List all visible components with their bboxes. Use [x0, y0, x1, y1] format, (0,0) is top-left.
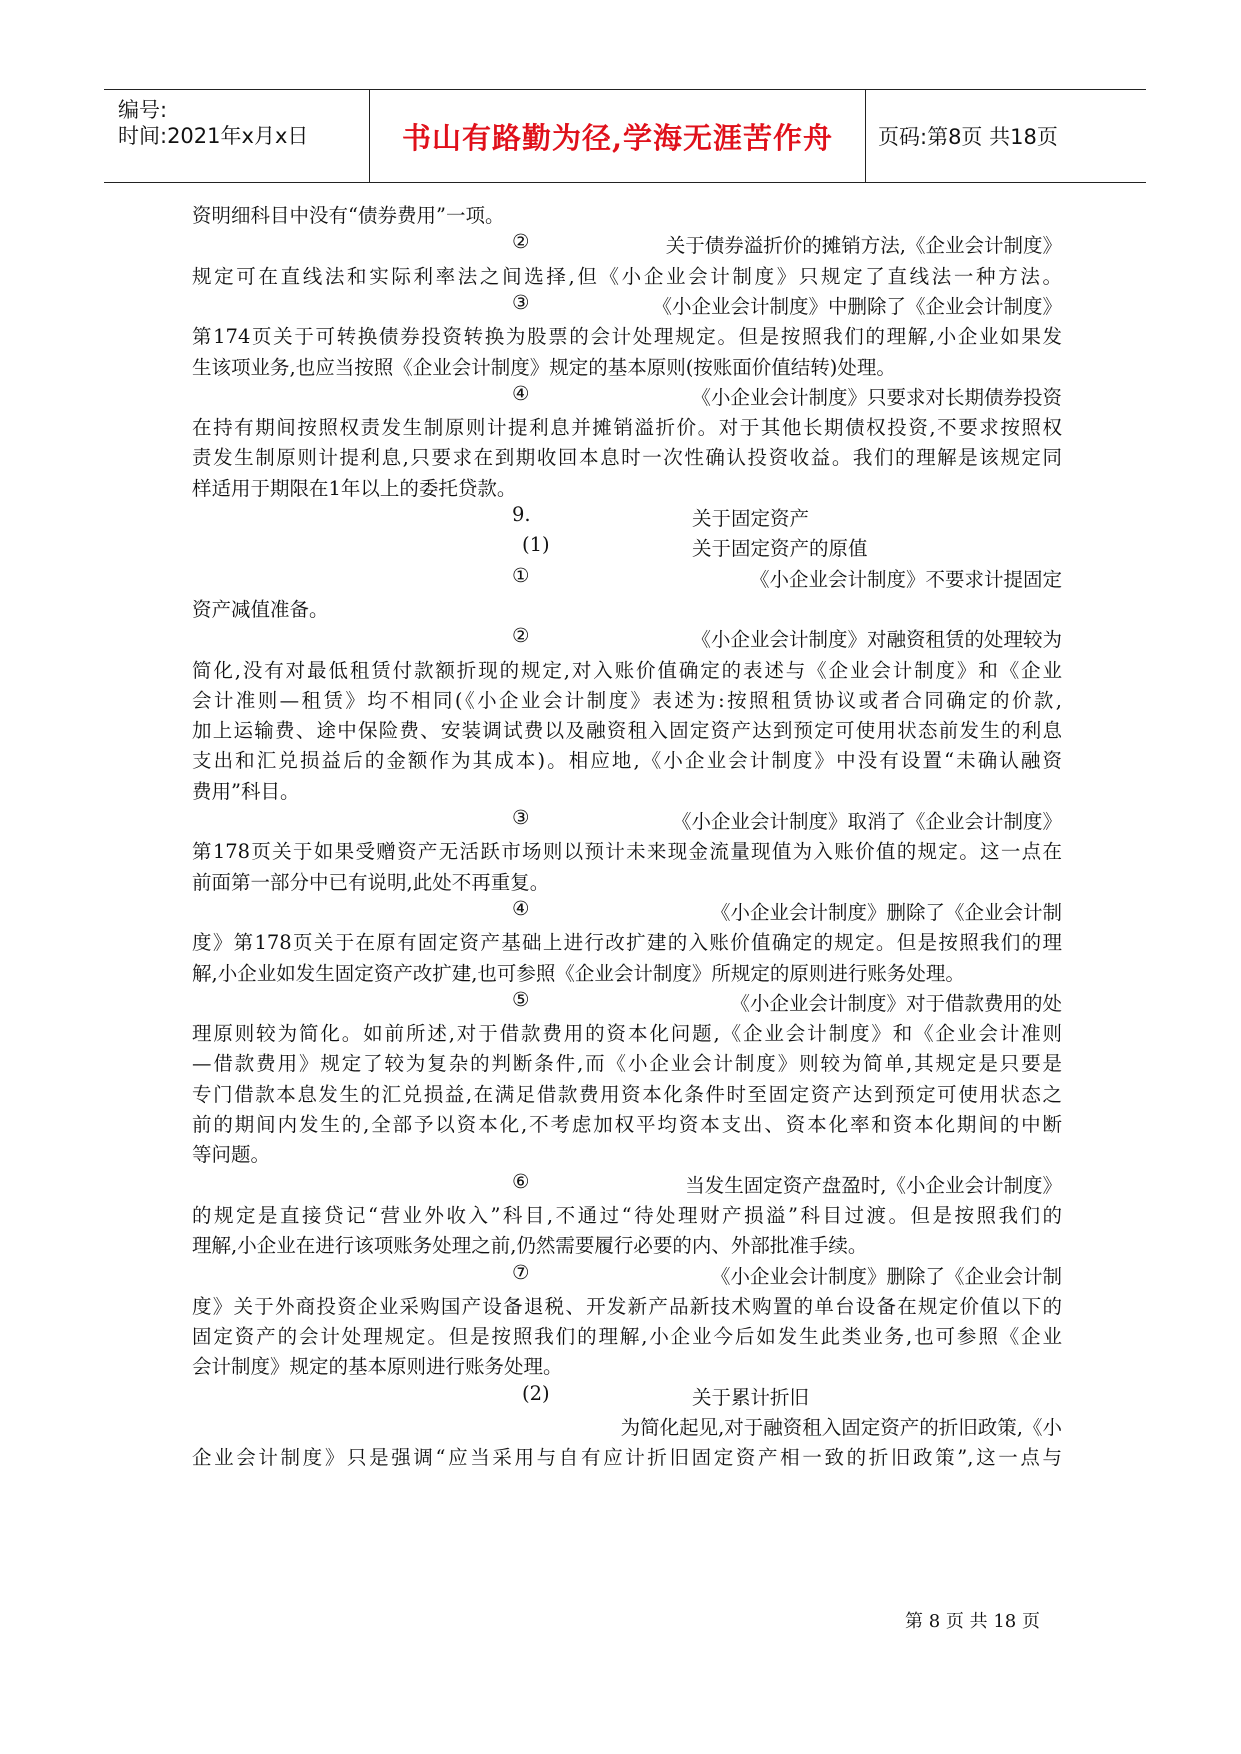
text-line	[192, 352, 1062, 382]
text-line	[192, 836, 1062, 866]
item-text: 关于债券溢折价的摊销方法,《企业会计制度》	[665, 234, 1062, 258]
line-text: 简化,没有对最低租赁付款额折现的规定,对入账价值确定的表述与《企业会计制度》和《企业	[192, 658, 1062, 682]
line-text: 生该项业务,也应当按照《企业会计制度》规定的基本原则(按账面价值结转)处理。	[192, 355, 896, 379]
line-text: 资产减值准备。	[192, 597, 329, 621]
item-marker: ⑦	[512, 1260, 530, 1284]
text-line	[192, 1170, 1062, 1200]
line-text: 的规定是直接贷记“营业外收入”科目,不通过“待处理财产损溢”科目过渡。但是按照我们的	[192, 1203, 1062, 1227]
text-line	[192, 806, 1062, 836]
item-text: 《小企业会计制度》删除了《企业会计制	[710, 1264, 1062, 1288]
text-line	[192, 958, 1062, 988]
line-text: 样适用于期限在1年以上的委托贷款。	[192, 476, 517, 500]
text-line	[192, 200, 1062, 230]
line-text: 会计准则—租赁》均不相同(《小企业会计制度》表述为:按照租赁协议或者合同确定的价款,	[192, 688, 1062, 712]
line-text: 规定可在直线法和实际利率法之间选择,但《小企业会计制度》只规定了直线法一种方法。	[192, 264, 1062, 288]
text-line	[192, 533, 1062, 563]
line-text: 费用”科目。	[192, 779, 300, 803]
item-marker: ⑥	[512, 1169, 530, 1193]
item-text: 为简化起见,对于融资租入固定资产的折旧政策,《小	[620, 1416, 1062, 1439]
text-line	[192, 1382, 1062, 1412]
text-line	[192, 745, 1062, 775]
text-line	[192, 655, 1062, 685]
item-marker: ②	[512, 624, 530, 648]
text-line	[192, 988, 1062, 1018]
text-line	[192, 1079, 1062, 1109]
text-line	[192, 1321, 1062, 1351]
item-text: 《小企业会计制度》不要求计提固定	[749, 567, 1062, 591]
heading-number: 9.	[512, 503, 531, 526]
text-line	[192, 1230, 1062, 1260]
text-line	[192, 230, 1062, 260]
item-text: 《小企业会计制度》对融资租赁的处理较为	[691, 628, 1062, 652]
line-text: 加上运输费、途中保险费、安装调试费以及融资租入固定资产达到预定可使用状态前发生的利息	[192, 719, 1062, 743]
item-text: 《小企业会计制度》对于借款费用的处	[730, 991, 1062, 1015]
header-info-cell	[104, 90, 370, 182]
text-line	[192, 564, 1062, 594]
page-header	[104, 89, 1146, 183]
text-line	[192, 1412, 1062, 1442]
line-text: 前面第一部分中已有说明,此处不再重复。	[192, 870, 550, 894]
line-text: 支出和汇兑损益后的金额作为其成本)。相应地,《小企业会计制度》中没有设置“未确认融资	[192, 749, 1062, 773]
text-line	[192, 261, 1062, 291]
line-text: 度》关于外商投资企业采购国产设备退税、开发新产品新技术购置的单台设备在规定价值以下的	[192, 1294, 1062, 1318]
line-text: 第178页关于如果受赠资产无活跃市场则以预计未来现金流量现值为入账价值的规定。这一点在	[192, 840, 1062, 864]
text-line	[192, 624, 1062, 654]
heading-number: (1)	[522, 533, 550, 557]
text-line	[192, 1200, 1062, 1230]
item-marker: ⑤	[512, 987, 530, 1011]
line-text: 专门借款本息发生的汇兑损益,在满足借款费用资本化条件时至固定资产达到预定可使用状态之	[192, 1082, 1062, 1106]
line-text: 资明细科目中没有“债券费用”一项。	[192, 204, 505, 227]
heading-text: 关于固定资产	[692, 507, 810, 530]
line-text: 等问题。	[192, 1143, 271, 1167]
text-line	[192, 473, 1062, 503]
heading-number: (2)	[522, 1381, 550, 1405]
text-line	[192, 503, 1062, 533]
text-line	[192, 412, 1062, 442]
text-line	[192, 1261, 1062, 1291]
time-label: 时间:2021年x月x日	[118, 124, 309, 148]
item-marker: ④	[512, 896, 530, 920]
serial-label: 编号:	[118, 98, 168, 122]
text-line	[192, 1018, 1062, 1048]
item-marker: ②	[512, 230, 530, 254]
line-text: 责发生制原则计提利息,只要求在到期收回本息时一次性确认投资收益。我们的理解是该规定同	[192, 446, 1062, 470]
item-text: 《小企业会计制度》中删除了《企业会计制度》	[652, 294, 1062, 318]
text-line	[192, 1291, 1062, 1321]
text-line	[192, 927, 1062, 957]
heading-text: 关于累计折旧	[692, 1385, 810, 1409]
page-footer: 第 8 页 共 18 页	[905, 1611, 1040, 1632]
text-line	[192, 685, 1062, 715]
text-line	[192, 897, 1062, 927]
line-text: 度》第178页关于在原有固定资产基础上进行改扩建的入账价值确定的规定。但是按照我们的理	[192, 931, 1062, 955]
item-text: 《小企业会计制度》只要求对长期债券投资	[691, 385, 1062, 409]
item-text: 当发生固定资产盘盈时,《小企业会计制度》	[685, 1173, 1062, 1197]
item-marker: ③	[512, 290, 530, 314]
item-marker: ④	[512, 381, 530, 405]
text-line	[192, 776, 1062, 806]
item-text: 《小企业会计制度》删除了《企业会计制	[710, 900, 1062, 924]
item-marker: ③	[512, 806, 530, 829]
header-page-cell	[866, 90, 1146, 182]
text-line	[192, 715, 1062, 745]
page-label: 页码:第8页 共18页	[878, 125, 1058, 149]
text-line	[192, 442, 1062, 472]
item-marker: ①	[512, 563, 530, 587]
line-text: 第174页关于可转换债券投资转换为股票的会计处理规定。但是按照我们的理解,小企业如果发	[192, 325, 1062, 349]
text-line	[192, 1109, 1062, 1139]
text-line	[192, 291, 1062, 321]
line-text: 在持有期间按照权责发生制原则计提利息并摊销溢折价。对于其他长期债权投资,不要求按照权	[192, 416, 1062, 440]
text-line	[192, 1351, 1062, 1381]
item-text: 《小企业会计制度》取消了《企业会计制度》	[671, 810, 1062, 833]
motto-text: 书山有路勤为径,学海无涯苦作舟	[401, 120, 834, 155]
text-line	[192, 867, 1062, 897]
text-line	[192, 1139, 1062, 1169]
heading-text: 关于固定资产的原值	[692, 537, 868, 561]
text-line	[192, 594, 1062, 624]
line-text: 前的期间内发生的,全部予以资本化,不考虑加权平均资本支出、资本化率和资本化期间的中断	[192, 1113, 1062, 1136]
text-line	[192, 1048, 1062, 1078]
text-line	[192, 1442, 1062, 1472]
line-text: 会计制度》规定的基本原则进行账务处理。	[192, 1355, 563, 1379]
text-line	[192, 321, 1062, 351]
line-text: 解,小企业如发生固定资产改扩建,也可参照《企业会计制度》所规定的原则进行账务处理。	[192, 961, 965, 985]
line-text: 理原则较为简化。如前所述,对于借款费用的资本化问题,《企业会计制度》和《企业会计准则	[192, 1022, 1062, 1046]
line-text: 固定资产的会计处理规定。但是按照我们的理解,小企业今后如发生此类业务,也可参照《企业	[192, 1325, 1062, 1349]
line-text: —借款费用》规定了较为复杂的判断条件,而《小企业会计制度》则较为简单,其规定是只要是	[192, 1052, 1062, 1076]
line-text: 企业会计制度》只是强调“应当采用与自有应计折旧固定资产相一致的折旧政策”,这一点与	[192, 1446, 1062, 1470]
header-motto-cell	[370, 90, 866, 182]
line-text: 理解,小企业在进行该项账务处理之前,仍然需要履行必要的内、外部批准手续。	[192, 1234, 868, 1258]
text-line	[192, 382, 1062, 412]
